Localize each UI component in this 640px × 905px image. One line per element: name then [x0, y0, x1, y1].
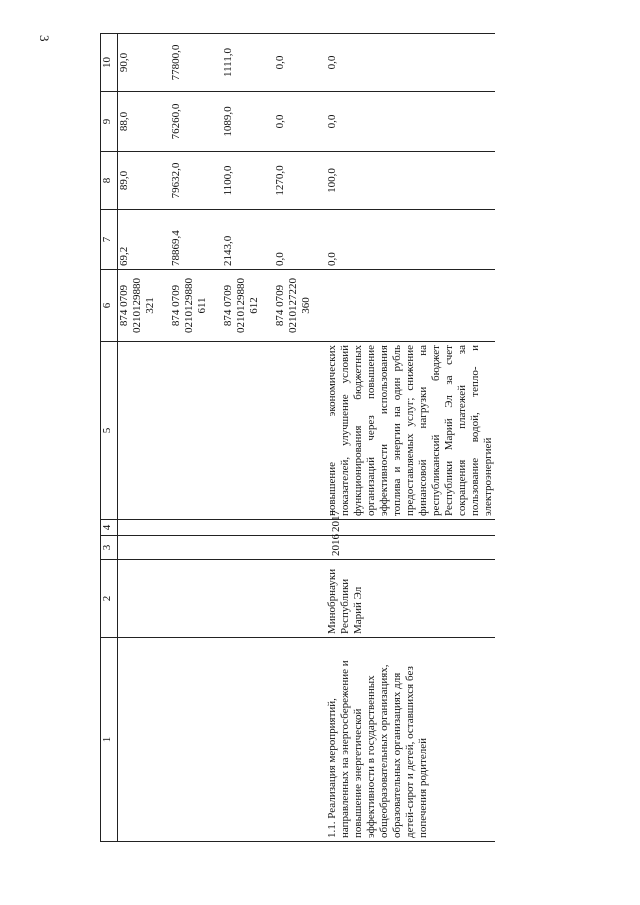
year-end: 2017: [326, 520, 495, 536]
header-col-1: 1: [101, 638, 118, 842]
value-cell: 69,2: [118, 246, 130, 266]
budget-table-sheet: [100, 34, 600, 842]
header-col-5: 5: [101, 342, 118, 520]
header-col-3: 3: [101, 536, 118, 560]
header-col-6: 6: [101, 270, 118, 342]
header-col-9: 9: [101, 92, 118, 152]
budget-table: [100, 33, 495, 842]
header-col-10: 10: [101, 34, 118, 92]
values-col-9: [118, 92, 327, 152]
continuation-row: [118, 34, 327, 842]
budget-codes-col: [118, 270, 327, 342]
value-cell: 100,0: [326, 152, 495, 210]
value-cell: 1111,0: [222, 47, 234, 78]
header-col-8: 8: [101, 152, 118, 210]
measure-executor: Минобрнауки Республики Марий Эл: [326, 560, 495, 638]
value-cell: 77800,0: [170, 44, 182, 81]
values-col-7: [118, 210, 327, 270]
header-col-7: 7: [101, 210, 118, 270]
budget-code: [326, 270, 495, 342]
value-cell: 1089,0: [222, 106, 234, 137]
budget-code: 874 0709 0210127220 360: [274, 278, 312, 333]
value-cell: 0,0: [326, 34, 495, 92]
values-col-10: [118, 34, 327, 92]
page-number: 3: [37, 35, 52, 42]
measure-name: 1.1. Реализация мероприятий, направленных на энергосбережение и повышение энергетической эффективности в государственных общеобразовательных организациях, образовательных организациях для детей-сирот и детей, оставшихся без попечения родителей: [326, 638, 495, 842]
budget-code: 874 0709 0210129880 612: [222, 278, 260, 333]
budget-code: 874 0709 0210129880 611: [170, 278, 208, 333]
value-cell: 0,0: [274, 252, 286, 266]
value-cell: 0,0: [274, 114, 286, 129]
header-col-4: 4: [101, 520, 118, 536]
value-cell: 89,0: [118, 170, 130, 191]
value-cell: 0,0: [326, 210, 495, 270]
value-cell: 0,0: [326, 92, 495, 152]
values-col-8: [118, 152, 327, 210]
year-start: 2016: [326, 536, 495, 560]
expected-result: повышение экономических показателей, улучшение условий функционирования бюджетных организаций через повышение эффективности использования топлива и энергии на один рубль предоставляемых услуг; снижение финансовой нагрузки на республиканский бюджет Республики Марий Эл за счет сокращения платежей за пользование водой, тепло- и электроэнергией: [326, 342, 495, 520]
value-cell: 88,0: [118, 111, 130, 132]
budget-code: 874 0709 0210129880 321: [118, 278, 156, 333]
value-cell: 0,0: [274, 55, 286, 70]
value-cell: 90,0: [118, 52, 130, 73]
value-cell: 78869,4: [170, 230, 182, 266]
value-cell: 1270,0: [274, 165, 286, 196]
value-cell: 79632,0: [170, 162, 182, 199]
measure-row: [326, 34, 495, 842]
header-row: [101, 34, 118, 842]
value-cell: 76260,0: [170, 103, 182, 140]
header-col-2: 2: [101, 560, 118, 638]
value-cell: 1100,0: [222, 165, 234, 196]
value-cell: 2143,0: [222, 235, 234, 266]
